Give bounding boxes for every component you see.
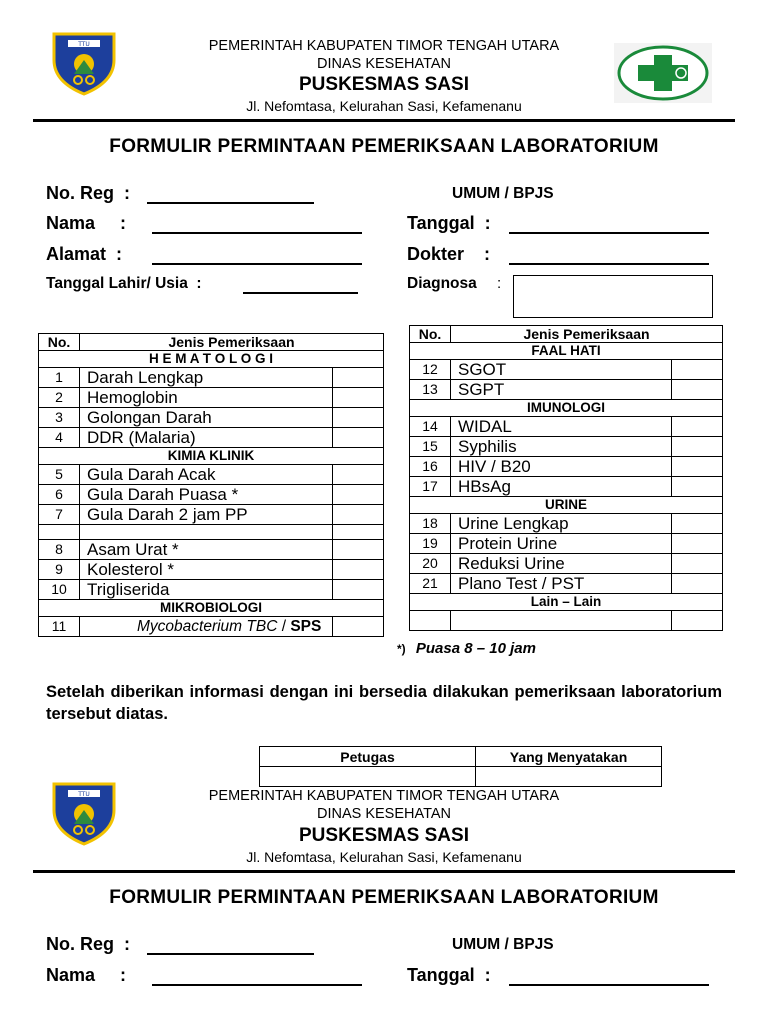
exam-checkbox-cell[interactable] — [672, 534, 723, 554]
facility-name: PUSKESMAS SASI — [299, 74, 469, 95]
regency-logo — [50, 30, 118, 96]
exam-checkbox-cell[interactable] — [672, 554, 723, 574]
exam-name: SGOT — [451, 360, 672, 380]
exam-checkbox-cell[interactable] — [672, 611, 723, 631]
exam-name: Urine Lengkap — [451, 514, 672, 534]
right-exam-table — [409, 325, 723, 631]
table-row — [39, 388, 384, 408]
left-exam-table — [38, 333, 384, 637]
exam-name-separator: / — [277, 618, 291, 635]
section-title: FAAL HATI — [410, 343, 723, 360]
exam-checkbox-cell[interactable] — [672, 380, 723, 400]
table-row — [410, 437, 723, 457]
svg-text:TTU: TTU — [78, 41, 90, 48]
table-row — [410, 477, 723, 497]
section-title: Lain – Lain — [410, 594, 723, 611]
header-no: No. — [410, 326, 451, 343]
exam-checkbox-cell[interactable] — [333, 428, 384, 448]
section-row — [410, 497, 723, 514]
section-row — [39, 448, 384, 465]
row-number: 20 — [410, 554, 451, 574]
tanggal-field[interactable] — [509, 232, 709, 234]
govt-name: PEMERINTAH KABUPATEN TIMOR TENGAH UTARA — [208, 38, 560, 54]
facility-address: Jl. Nefomtasa, Kelurahan Sasi, Kefamenanu — [246, 98, 522, 114]
table-row — [410, 514, 723, 534]
dokter-field[interactable] — [509, 263, 709, 265]
row-number: 2 — [39, 388, 80, 408]
payment-type: UMUM / BPJS — [452, 185, 554, 202]
section-title: KIMIA KLINIK — [39, 448, 384, 465]
payment-type: UMUM / BPJS — [452, 936, 554, 953]
table-row — [39, 485, 384, 505]
exam-checkbox-cell[interactable] — [672, 574, 723, 594]
exam-name — [80, 617, 333, 637]
header-divider — [33, 119, 735, 122]
exam-checkbox-cell[interactable] — [672, 514, 723, 534]
section-title: H E M A T O L O G I — [39, 351, 384, 368]
tanggal-label: Tanggal : — [407, 213, 491, 233]
row-number — [39, 525, 80, 540]
exam-checkbox-cell[interactable] — [672, 417, 723, 437]
exam-name-italic: Mycobacterium TBC — [137, 618, 278, 635]
petugas-header: Petugas — [260, 747, 476, 767]
diagnosa-colon: : — [497, 275, 502, 292]
section-row — [410, 343, 723, 360]
table-row — [39, 525, 384, 540]
tanggal-field[interactable] — [509, 984, 709, 986]
exam-checkbox-cell[interactable] — [333, 540, 384, 560]
table-row — [410, 457, 723, 477]
agency-name: DINAS KESEHATAN — [316, 806, 452, 822]
govt-name: PEMERINTAH KABUPATEN TIMOR TENGAH UTARA — [208, 788, 560, 804]
no-reg-label: No. Reg : — [46, 934, 130, 954]
table-row — [410, 574, 723, 594]
signature-table — [259, 746, 662, 787]
row-number: 15 — [410, 437, 451, 457]
menyatakan-sign-cell[interactable] — [476, 767, 662, 787]
alamat-label: Alamat : — [46, 244, 123, 264]
section-title: URINE — [410, 497, 723, 514]
row-number: 11 — [39, 617, 80, 637]
exam-name — [80, 525, 333, 540]
row-number: 12 — [410, 360, 451, 380]
row-number: 1 — [39, 368, 80, 388]
table-row — [410, 554, 723, 574]
table-row — [39, 540, 384, 560]
note-text: Puasa 8 – 10 jam — [415, 640, 536, 657]
exam-checkbox-cell[interactable] — [672, 477, 723, 497]
header-divider — [33, 870, 735, 873]
exam-name: SGPT — [451, 380, 672, 400]
exam-checkbox-cell[interactable] — [672, 437, 723, 457]
exam-name: Kolesterol * — [80, 560, 333, 580]
exam-name: Reduksi Urine — [451, 554, 672, 574]
row-number: 19 — [410, 534, 451, 554]
facility-name: PUSKESMAS SASI — [299, 825, 469, 846]
nama-label: Nama : — [46, 965, 127, 985]
row-number: 3 — [39, 408, 80, 428]
exam-name: HIV / B20 — [451, 457, 672, 477]
facility-address: Jl. Nefomtasa, Kelurahan Sasi, Kefamenanu — [246, 849, 522, 865]
puskesmas-cross-logo — [614, 43, 712, 103]
row-number: 10 — [39, 580, 80, 600]
exam-name: Golongan Darah — [80, 408, 333, 428]
section-row — [39, 351, 384, 368]
exam-checkbox-cell[interactable] — [333, 368, 384, 388]
exam-checkbox-cell[interactable] — [672, 457, 723, 477]
table-row — [39, 505, 384, 525]
row-number: 18 — [410, 514, 451, 534]
exam-name: Asam Urat * — [80, 540, 333, 560]
row-number: 5 — [39, 465, 80, 485]
tanggal-label: Tanggal : — [407, 965, 491, 985]
row-number: 9 — [39, 560, 80, 580]
section-row — [410, 400, 723, 417]
diagnosa-box[interactable] — [513, 275, 713, 318]
row-number: 17 — [410, 477, 451, 497]
exam-name: Plano Test / PST — [451, 574, 672, 594]
row-number: 16 — [410, 457, 451, 477]
exam-checkbox-cell[interactable] — [333, 525, 384, 540]
table-header-row — [410, 326, 723, 343]
exam-name: Syphilis — [451, 437, 672, 457]
diagnosa-label: Diagnosa — [407, 275, 477, 292]
section-title: IMUNOLOGI — [410, 400, 723, 417]
exam-name-bold: SPS — [290, 618, 322, 635]
exam-checkbox-cell[interactable] — [333, 505, 384, 525]
header-jenis: Jenis Pemeriksaan — [451, 326, 723, 343]
exam-checkbox-cell[interactable] — [333, 580, 384, 600]
note-star: *) — [397, 642, 406, 656]
petugas-sign-cell[interactable] — [260, 767, 476, 787]
regency-logo — [50, 780, 118, 846]
exam-name: WIDAL — [451, 417, 672, 437]
exam-checkbox-cell[interactable] — [333, 617, 384, 637]
row-number — [410, 611, 451, 631]
exam-checkbox-cell[interactable] — [333, 485, 384, 505]
tgl-lahir-label: Tanggal Lahir/ Usia : — [46, 275, 202, 292]
no-reg-field[interactable] — [147, 202, 314, 204]
exam-checkbox-cell[interactable] — [333, 560, 384, 580]
nama-field[interactable] — [152, 232, 362, 234]
row-number: 21 — [410, 574, 451, 594]
row-number: 14 — [410, 417, 451, 437]
nama-label: Nama : — [46, 213, 127, 233]
table-row — [39, 560, 384, 580]
nama-field[interactable] — [152, 984, 362, 986]
consent-statement: Setelah diberikan informasi dengan ini bersedia dilakukan pemeriksaan laboratorium tersebut diatas. — [46, 683, 722, 723]
exam-name: DDR (Malaria) — [80, 428, 333, 448]
form-title: FORMULIR PERMINTAAN PEMERIKSAAN LABORATORIUM — [109, 887, 659, 908]
table-row — [39, 428, 384, 448]
table-row — [39, 580, 384, 600]
row-number: 7 — [39, 505, 80, 525]
section-row — [39, 600, 384, 617]
table-row — [410, 611, 723, 631]
section-row — [410, 594, 723, 611]
exam-checkbox-cell[interactable] — [672, 360, 723, 380]
exam-name: Darah Lengkap — [80, 368, 333, 388]
no-reg-label: No. Reg : — [46, 183, 130, 203]
table-row — [39, 368, 384, 388]
table-row — [410, 534, 723, 554]
table-row — [410, 380, 723, 400]
table-row — [410, 417, 723, 437]
form-title: FORMULIR PERMINTAAN PEMERIKSAAN LABORATORIUM — [109, 136, 659, 157]
section-title: MIKROBIOLOGI — [39, 600, 384, 617]
table-row — [410, 360, 723, 380]
table-row — [39, 408, 384, 428]
tgl-lahir-field[interactable] — [243, 292, 358, 294]
row-number: 8 — [39, 540, 80, 560]
svg-text:TTU: TTU — [78, 791, 90, 798]
table-row — [39, 617, 384, 637]
exam-name: HBsAg — [451, 477, 672, 497]
fasting-note — [397, 640, 536, 657]
exam-checkbox-cell[interactable] — [333, 388, 384, 408]
exam-name — [451, 611, 672, 631]
exam-checkbox-cell[interactable] — [333, 465, 384, 485]
no-reg-field[interactable] — [147, 953, 314, 955]
table-row — [39, 465, 384, 485]
agency-name: DINAS KESEHATAN — [316, 56, 452, 72]
row-number: 4 — [39, 428, 80, 448]
alamat-field[interactable] — [152, 263, 362, 265]
dokter-label: Dokter : — [407, 244, 491, 264]
exam-name: Gula Darah Acak — [80, 465, 333, 485]
exam-name: Trigliserida — [80, 580, 333, 600]
row-number: 13 — [410, 380, 451, 400]
header-no: No. — [39, 334, 80, 351]
exam-checkbox-cell[interactable] — [333, 408, 384, 428]
header-jenis: Jenis Pemeriksaan — [80, 334, 384, 351]
exam-name: Gula Darah Puasa * — [80, 485, 333, 505]
menyatakan-header: Yang Menyatakan — [476, 747, 662, 767]
exam-name: Gula Darah 2 jam PP — [80, 505, 333, 525]
table-header-row — [39, 334, 384, 351]
exam-name: Protein Urine — [451, 534, 672, 554]
exam-name: Hemoglobin — [80, 388, 333, 408]
row-number: 6 — [39, 485, 80, 505]
